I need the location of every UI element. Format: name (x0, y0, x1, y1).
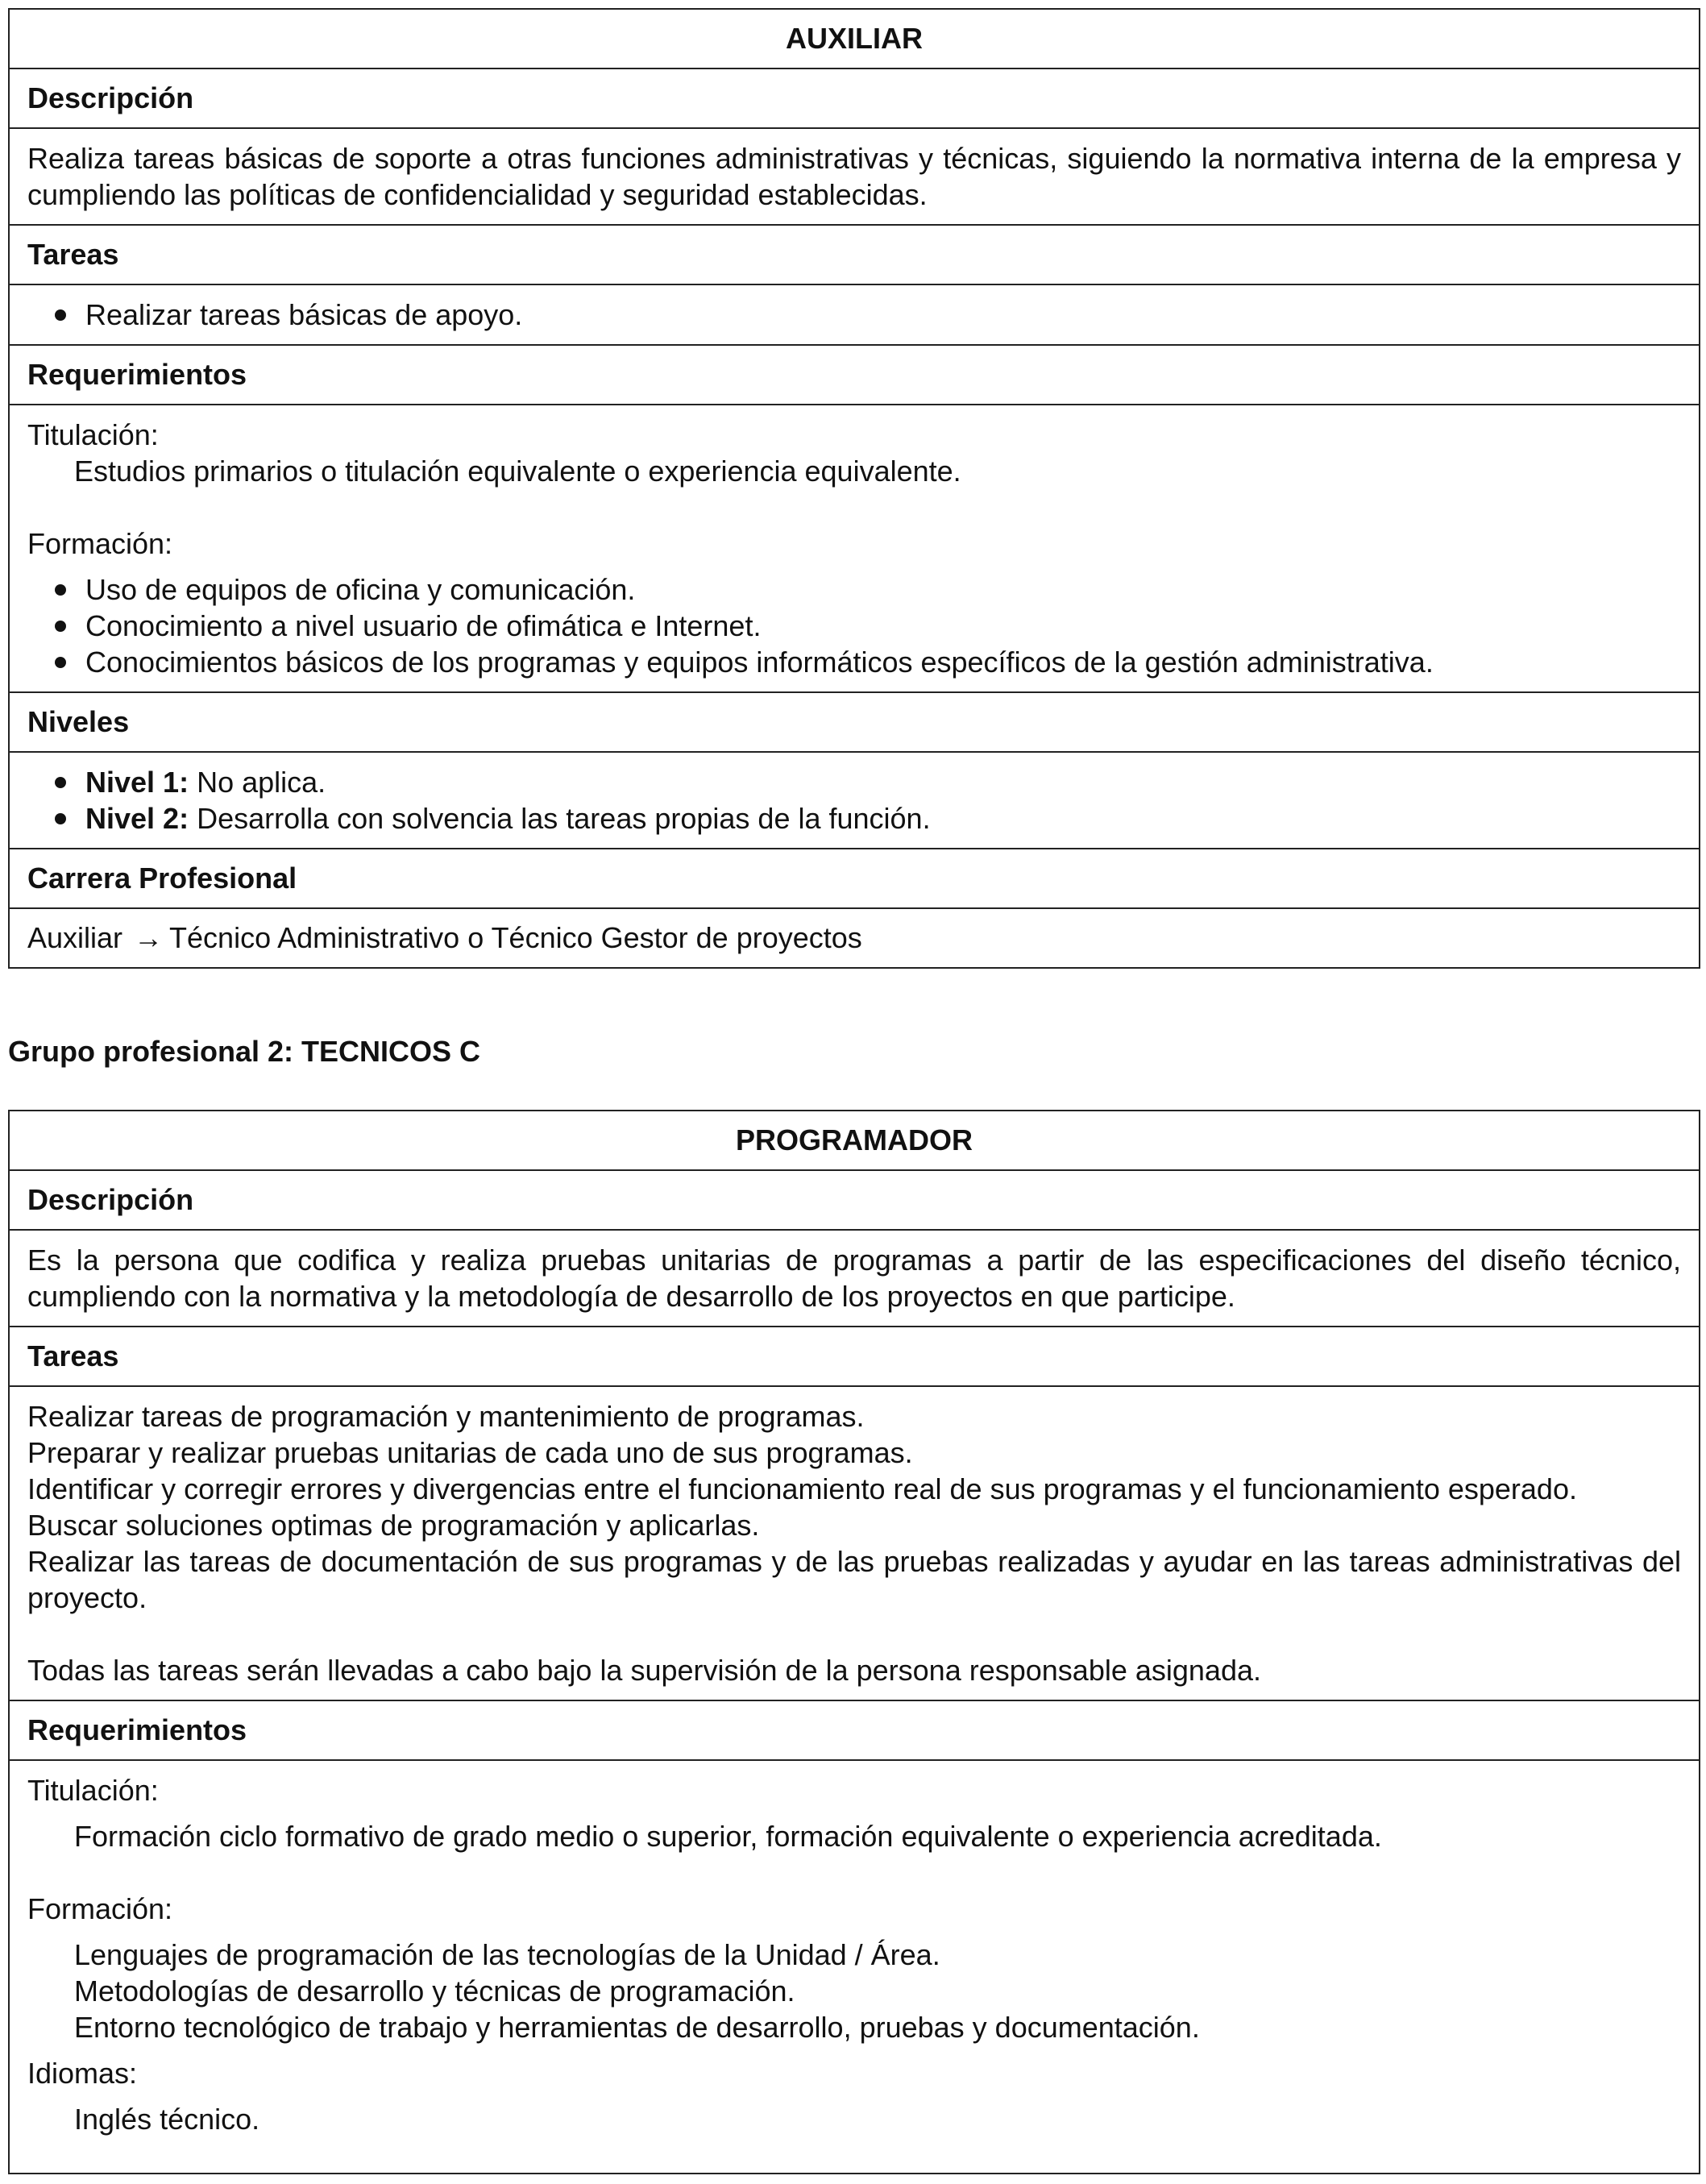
formacion-line: Lenguajes de programación de las tecnologías de la Unidad / Área. (74, 1938, 940, 1971)
carrera-to: Técnico Administrativo o Técnico Gestor de proyectos (169, 921, 862, 954)
programador-title: PROGRAMADOR (9, 1111, 1700, 1170)
nivel-text: Desarrolla con solvencia las tareas propias de la función. (197, 802, 931, 835)
auxiliar-descripcion-text: Realiza tareas básicas de soporte a otras funciones administrativas y técnicas, siguiendo la normativa interna de la empresa y cumpliendo las políticas de confidencialidad y seguridad establecidas. (9, 128, 1700, 225)
programador-requerimientos-header: Requerimientos (9, 1700, 1700, 1760)
auxiliar-tareas-list (27, 297, 1681, 333)
group-title: Grupo profesional 2: TECNICOS C (8, 1035, 481, 1068)
programador-descripcion-text: Es la persona que codifica y realiza pruebas unitarias de programas a partir de las especificaciones del diseño técnico, cumpliendo con la normativa y la metodología de desarrollo de los proyectos en que participe. (9, 1230, 1700, 1327)
formacion-label: Formación: (27, 527, 173, 560)
auxiliar-title: AUXILIAR (9, 9, 1700, 69)
list-item: Conocimiento a nivel usuario de ofimática e Internet. (85, 608, 1681, 644)
tarea-line: Preparar y realizar pruebas unitarias de cada uno de sus programas. (27, 1436, 913, 1469)
list-item: Uso de equipos de oficina y comunicación. (85, 571, 1681, 608)
programador-tareas-cell (9, 1386, 1700, 1700)
auxiliar-tareas-header: Tareas (9, 225, 1700, 284)
programador-requerimientos-cell (9, 1760, 1700, 2174)
auxiliar-carrera-header: Carrera Profesional (9, 849, 1700, 908)
carrera-from: Auxiliar (27, 921, 123, 954)
tarea-line: Identificar y corregir errores y divergencias entre el funcionamiento real de sus programas y el funcionamiento esperado. (27, 1472, 1577, 1505)
programador-table (8, 1110, 1700, 2174)
nivel-name: Nivel 1: (85, 766, 189, 799)
tarea-line: Realizar tareas de programación y mantenimiento de programas. (27, 1400, 865, 1433)
titulacion-label: Titulación: (27, 1774, 159, 1807)
auxiliar-niveles-cell (9, 752, 1700, 849)
formacion-line: Entorno tecnológico de trabajo y herramientas de desarrollo, pruebas y documentación. (74, 2011, 1200, 2044)
formacion-line: Metodologías de desarrollo y técnicas de programación. (74, 1974, 795, 2008)
nivel-text: No aplica. (197, 766, 326, 799)
idiomas-text: Inglés técnico. (74, 2103, 260, 2136)
document-page (8, 8, 1700, 2174)
auxiliar-niveles-header: Niveles (9, 692, 1700, 752)
titulacion-text: Formación ciclo formativo de grado medio o superior, formación equivalente o experiencia acreditada. (74, 1820, 1382, 1853)
titulacion-label: Titulación: (27, 418, 159, 451)
nivel-item (85, 800, 1681, 837)
auxiliar-descripcion-header: Descripción (9, 69, 1700, 128)
auxiliar-niveles-list (27, 764, 1681, 837)
auxiliar-carrera-cell (9, 908, 1700, 968)
tarea-line: Buscar soluciones optimas de programación y aplicarlas. (27, 1509, 760, 1542)
programador-descripcion-header: Descripción (9, 1170, 1700, 1230)
formacion-label: Formación: (27, 1892, 173, 1925)
list-item: Realizar tareas básicas de apoyo. (85, 297, 1681, 333)
list-item: Conocimientos básicos de los programas y equipos informáticos específicos de la gestión administrativa. (85, 644, 1681, 680)
auxiliar-requerimientos-header: Requerimientos (9, 345, 1700, 405)
programador-tareas-header: Tareas (9, 1327, 1700, 1386)
titulacion-text: Estudios primarios o titulación equivalente o experiencia equivalente. (74, 455, 961, 488)
arrow-right-icon: → (134, 921, 164, 954)
auxiliar-requerimientos-cell (9, 405, 1700, 692)
idiomas-label: Idiomas: (27, 2057, 138, 2090)
nivel-item (85, 764, 1681, 800)
auxiliar-formacion-list (27, 571, 1681, 680)
auxiliar-table (8, 8, 1700, 969)
tareas-note: Todas las tareas serán llevadas a cabo bajo la supervisión de la persona responsable asignada. (27, 1654, 1261, 1687)
auxiliar-tareas-cell (9, 284, 1700, 345)
tarea-line: Realizar las tareas de documentación de sus programas y de las pruebas realizadas y ayudar en las tareas administrativas del proyecto. (27, 1545, 1681, 1614)
nivel-name: Nivel 2: (85, 802, 189, 835)
